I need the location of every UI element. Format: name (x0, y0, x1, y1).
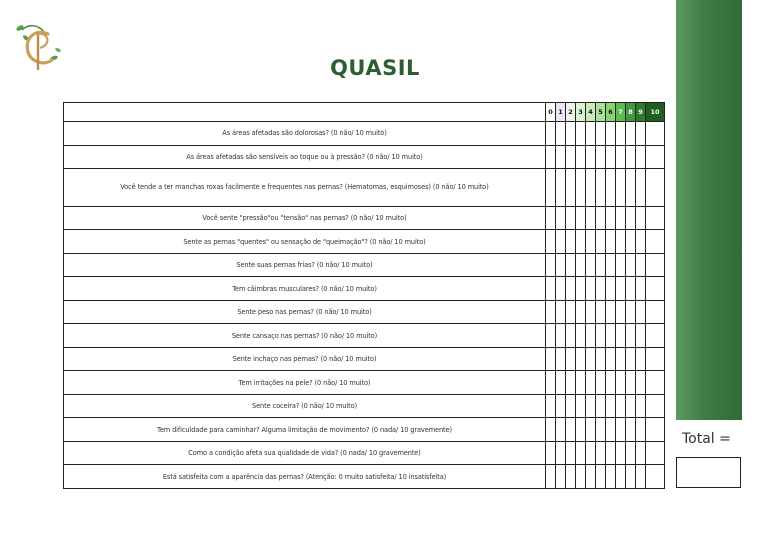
question-row (64, 441, 665, 465)
score-cell-10[interactable] (646, 347, 665, 371)
score-cell-3[interactable] (576, 169, 586, 207)
score-cell-0[interactable] (546, 394, 556, 418)
score-cell-2[interactable] (566, 145, 576, 169)
score-cell-4[interactable] (586, 230, 596, 254)
score-cell-3[interactable] (576, 324, 586, 348)
score-cell-1[interactable] (556, 206, 566, 230)
score-cell-9[interactable] (636, 206, 646, 230)
score-cell-9[interactable] (636, 418, 646, 442)
score-cell-2[interactable] (566, 230, 576, 254)
score-cell-6[interactable] (606, 371, 616, 395)
score-cell-3[interactable] (576, 394, 586, 418)
score-cell-9[interactable] (636, 371, 646, 395)
score-cell-8[interactable] (626, 230, 636, 254)
score-cell-0[interactable] (546, 122, 556, 146)
score-cell-4[interactable] (586, 465, 596, 489)
score-cell-9[interactable] (636, 277, 646, 301)
score-cell-2[interactable] (566, 441, 576, 465)
question-text: As áreas afetadas são sensíveis ao toque ou à pressão? (0 não/ 10 muito) (64, 145, 546, 169)
question-text: As áreas afetadas são dolorosas? (0 não/ 10 muito) (64, 122, 546, 146)
score-cell-10[interactable] (646, 145, 665, 169)
score-cell-2[interactable] (566, 206, 576, 230)
score-cell-7[interactable] (616, 371, 626, 395)
score-cell-4[interactable] (586, 324, 596, 348)
score-cell-3[interactable] (576, 206, 586, 230)
question-text: Você tende a ter manchas roxas facilmente e frequentes nas pernas? (Hematomas, esquimoses) (0 não/ 10 muito) (64, 169, 546, 207)
score-cell-5[interactable] (596, 347, 606, 371)
score-cell-5[interactable] (596, 145, 606, 169)
score-cell-7[interactable] (616, 347, 626, 371)
score-cell-7[interactable] (616, 394, 626, 418)
score-cell-2[interactable] (566, 418, 576, 442)
question-row (64, 418, 665, 442)
score-cell-10[interactable] (646, 418, 665, 442)
score-cell-10[interactable] (646, 300, 665, 324)
score-cell-4[interactable] (586, 300, 596, 324)
total-label: Total = (682, 431, 731, 447)
score-header-5: 5 (596, 103, 606, 122)
question-row (64, 169, 665, 207)
question-text: Sente peso nas pernas? (0 não/ 10 muito) (64, 300, 546, 324)
score-cell-9[interactable] (636, 394, 646, 418)
score-cell-0[interactable] (546, 441, 556, 465)
score-cell-9[interactable] (636, 465, 646, 489)
score-cell-7[interactable] (616, 145, 626, 169)
score-cell-10[interactable] (646, 122, 665, 146)
score-cell-1[interactable] (556, 394, 566, 418)
score-cell-2[interactable] (566, 169, 576, 207)
score-cell-8[interactable] (626, 277, 636, 301)
score-cell-5[interactable] (596, 300, 606, 324)
score-cell-7[interactable] (616, 253, 626, 277)
score-cell-4[interactable] (586, 418, 596, 442)
question-row (64, 230, 665, 254)
score-cell-4[interactable] (586, 394, 596, 418)
score-cell-1[interactable] (556, 122, 566, 146)
score-cell-5[interactable] (596, 122, 606, 146)
score-cell-2[interactable] (566, 394, 576, 418)
score-cell-9[interactable] (636, 441, 646, 465)
score-cell-3[interactable] (576, 347, 586, 371)
score-cell-10[interactable] (646, 441, 665, 465)
score-cell-3[interactable] (576, 230, 586, 254)
score-cell-4[interactable] (586, 206, 596, 230)
score-cell-6[interactable] (606, 206, 616, 230)
score-cell-6[interactable] (606, 253, 616, 277)
score-cell-4[interactable] (586, 145, 596, 169)
score-cell-6[interactable] (606, 300, 616, 324)
score-cell-0[interactable] (546, 465, 556, 489)
question-row (64, 253, 665, 277)
score-header-8: 8 (626, 103, 636, 122)
score-header-9: 9 (636, 103, 646, 122)
score-cell-9[interactable] (636, 300, 646, 324)
score-cell-1[interactable] (556, 347, 566, 371)
score-cell-3[interactable] (576, 300, 586, 324)
score-cell-0[interactable] (546, 169, 556, 207)
score-cell-8[interactable] (626, 371, 636, 395)
score-cell-7[interactable] (616, 465, 626, 489)
score-cell-5[interactable] (596, 169, 606, 207)
score-cell-7[interactable] (616, 277, 626, 301)
score-cell-0[interactable] (546, 277, 556, 301)
score-cell-6[interactable] (606, 465, 616, 489)
score-cell-2[interactable] (566, 324, 576, 348)
question-text: Você sente "pressão"ou "tensão" nas pernas? (0 não/ 10 muito) (64, 206, 546, 230)
score-cell-6[interactable] (606, 441, 616, 465)
score-cell-2[interactable] (566, 465, 576, 489)
score-cell-0[interactable] (546, 347, 556, 371)
question-text: Sente cansaço nas pernas? (0 não/ 10 muito) (64, 324, 546, 348)
score-cell-4[interactable] (586, 253, 596, 277)
score-cell-1[interactable] (556, 169, 566, 207)
score-cell-9[interactable] (636, 122, 646, 146)
score-cell-7[interactable] (616, 230, 626, 254)
score-cell-3[interactable] (576, 277, 586, 301)
score-cell-0[interactable] (546, 418, 556, 442)
score-cell-0[interactable] (546, 371, 556, 395)
score-cell-9[interactable] (636, 145, 646, 169)
score-cell-8[interactable] (626, 418, 636, 442)
score-cell-5[interactable] (596, 371, 606, 395)
score-cell-10[interactable] (646, 253, 665, 277)
question-text: Tem irritações na pele? (0 não/ 10 muito) (64, 371, 546, 395)
score-header-0: 0 (546, 103, 556, 122)
score-header-7: 7 (616, 103, 626, 122)
score-cell-10[interactable] (646, 277, 665, 301)
score-cell-2[interactable] (566, 122, 576, 146)
score-cell-8[interactable] (626, 145, 636, 169)
score-cell-3[interactable] (576, 441, 586, 465)
score-cell-4[interactable] (586, 347, 596, 371)
score-cell-7[interactable] (616, 324, 626, 348)
score-cell-10[interactable] (646, 371, 665, 395)
score-cell-7[interactable] (616, 441, 626, 465)
score-cell-4[interactable] (586, 277, 596, 301)
score-cell-3[interactable] (576, 371, 586, 395)
question-text: Tem dificuldade para caminhar? Alguma limitação de movimento? (0 nada/ 10 gravemente) (64, 418, 546, 442)
score-cell-6[interactable] (606, 324, 616, 348)
question-row (64, 465, 665, 489)
question-text: Sente as pernas "quentes" ou sensação de "queimação"? (0 não/ 10 muito) (64, 230, 546, 254)
score-cell-6[interactable] (606, 169, 616, 207)
score-cell-2[interactable] (566, 253, 576, 277)
score-cell-7[interactable] (616, 300, 626, 324)
score-header-4: 4 (586, 103, 596, 122)
score-cell-6[interactable] (606, 277, 616, 301)
question-text: Como a condição afeta sua qualidade de vida? (0 nada/ 10 gravemente) (64, 441, 546, 465)
score-cell-8[interactable] (626, 300, 636, 324)
score-cell-1[interactable] (556, 465, 566, 489)
score-cell-2[interactable] (566, 371, 576, 395)
score-cell-5[interactable] (596, 324, 606, 348)
score-cell-4[interactable] (586, 169, 596, 207)
score-cell-7[interactable] (616, 169, 626, 207)
score-header-1: 1 (556, 103, 566, 122)
score-cell-6[interactable] (606, 418, 616, 442)
score-cell-1[interactable] (556, 253, 566, 277)
score-cell-6[interactable] (606, 394, 616, 418)
score-cell-7[interactable] (616, 418, 626, 442)
total-input-box[interactable] (676, 457, 741, 488)
question-row (64, 300, 665, 324)
score-cell-4[interactable] (586, 122, 596, 146)
score-cell-2[interactable] (566, 300, 576, 324)
score-cell-8[interactable] (626, 394, 636, 418)
score-cell-8[interactable] (626, 465, 636, 489)
score-cell-5[interactable] (596, 206, 606, 230)
score-cell-1[interactable] (556, 300, 566, 324)
score-cell-5[interactable] (596, 441, 606, 465)
score-cell-3[interactable] (576, 253, 586, 277)
score-cell-0[interactable] (546, 300, 556, 324)
score-header-6: 6 (606, 103, 616, 122)
score-cell-1[interactable] (556, 324, 566, 348)
score-cell-5[interactable] (596, 230, 606, 254)
score-cell-10[interactable] (646, 169, 665, 207)
score-cell-7[interactable] (616, 122, 626, 146)
score-cell-8[interactable] (626, 169, 636, 207)
question-text: Sente coceira? (0 não/ 10 muito) (64, 394, 546, 418)
question-row (64, 324, 665, 348)
question-text: Tem câimbras musculares? (0 não/ 10 muito) (64, 277, 546, 301)
question-row (64, 206, 665, 230)
question-row (64, 394, 665, 418)
score-cell-9[interactable] (636, 169, 646, 207)
score-cell-5[interactable] (596, 418, 606, 442)
score-header-3: 3 (576, 103, 586, 122)
score-cell-6[interactable] (606, 122, 616, 146)
score-cell-0[interactable] (546, 253, 556, 277)
score-cell-1[interactable] (556, 418, 566, 442)
score-cell-8[interactable] (626, 324, 636, 348)
score-cell-3[interactable] (576, 145, 586, 169)
score-cell-5[interactable] (596, 394, 606, 418)
score-cell-3[interactable] (576, 122, 586, 146)
score-cell-4[interactable] (586, 371, 596, 395)
score-cell-3[interactable] (576, 418, 586, 442)
score-cell-8[interactable] (626, 347, 636, 371)
score-cell-2[interactable] (566, 347, 576, 371)
score-cell-8[interactable] (626, 206, 636, 230)
score-cell-1[interactable] (556, 441, 566, 465)
score-cell-1[interactable] (556, 371, 566, 395)
score-cell-1[interactable] (556, 230, 566, 254)
page-title: QUASIL (330, 56, 420, 80)
question-text: Está satisfeita com a aparência das pernas? (Atenção: 0 muito satisfeita/ 10 insatisfeita) (64, 465, 546, 489)
score-cell-0[interactable] (546, 145, 556, 169)
score-cell-2[interactable] (566, 277, 576, 301)
score-cell-10[interactable] (646, 394, 665, 418)
question-text: Sente suas pernas frias? (0 não/ 10 muito) (64, 253, 546, 277)
score-cell-5[interactable] (596, 277, 606, 301)
score-cell-9[interactable] (636, 230, 646, 254)
question-text: Sente inchaço nas pernas? (0 não/ 10 muito) (64, 347, 546, 371)
score-cell-1[interactable] (556, 145, 566, 169)
score-cell-6[interactable] (606, 145, 616, 169)
score-cell-6[interactable] (606, 347, 616, 371)
score-cell-8[interactable] (626, 253, 636, 277)
score-header-10: 10 (646, 103, 665, 122)
question-row (64, 347, 665, 371)
question-row (64, 277, 665, 301)
question-row (64, 145, 665, 169)
score-cell-6[interactable] (606, 230, 616, 254)
score-cell-5[interactable] (596, 253, 606, 277)
score-header-2: 2 (566, 103, 576, 122)
score-cell-0[interactable] (546, 230, 556, 254)
question-header (64, 103, 546, 122)
score-cell-1[interactable] (556, 277, 566, 301)
score-cell-10[interactable] (646, 206, 665, 230)
score-cell-8[interactable] (626, 122, 636, 146)
score-cell-8[interactable] (626, 441, 636, 465)
score-cell-3[interactable] (576, 465, 586, 489)
score-cell-10[interactable] (646, 230, 665, 254)
score-cell-7[interactable] (616, 206, 626, 230)
score-cell-10[interactable] (646, 465, 665, 489)
quasil-table (63, 102, 665, 489)
score-cell-0[interactable] (546, 324, 556, 348)
score-cell-9[interactable] (636, 253, 646, 277)
score-cell-5[interactable] (596, 465, 606, 489)
score-cell-10[interactable] (646, 324, 665, 348)
scale-header-row (64, 103, 665, 122)
score-cell-0[interactable] (546, 206, 556, 230)
score-cell-9[interactable] (636, 347, 646, 371)
score-cell-9[interactable] (636, 324, 646, 348)
score-cell-4[interactable] (586, 441, 596, 465)
question-row (64, 122, 665, 146)
question-row (64, 371, 665, 395)
